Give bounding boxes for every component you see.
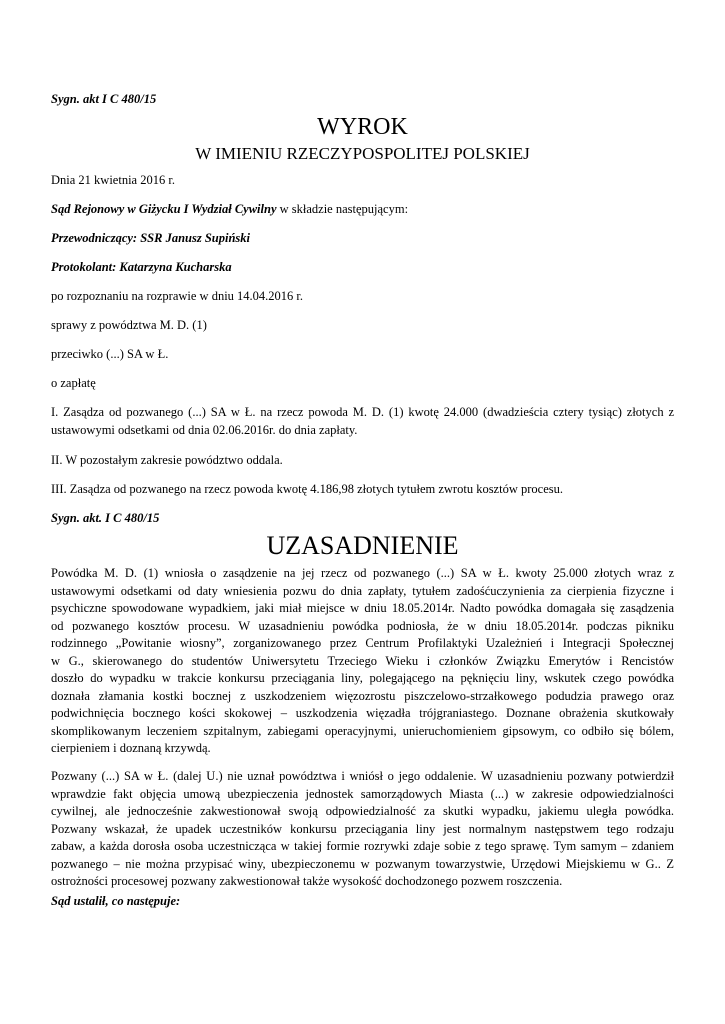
hearing-line: po rozpoznaniu na rozprawie w dniu 14.04.2016 r. [51, 289, 304, 303]
paragraph-line: psychiczne spowodowane wypadkiem, jaki miał miejsce w dniu 18.05.2014r. Nadto powódka domagała się zasądzenia [51, 601, 674, 615]
chair-line: Przewodniczący: SSR Janusz Supiński [51, 231, 251, 245]
justification-paragraph-2 [51, 768, 674, 891]
paragraph-line: zabaw, a każda dorosła osoba uczestnicząca w takiej formie rozrywki zdaje sobie z tego sprawę. Tym samym – zdaniem [51, 839, 674, 853]
paragraph-line: skomplikowanym leczeniem szpitalnym, zabiegami operacyjnymi, unieruchomieniem gipsowym, co odbiło się bólem, [51, 723, 674, 738]
court-name: Sąd Rejonowy w Giżycku I Wydział Cywilny [51, 202, 277, 216]
against-line: przeciwko (...) SA w Ł. [51, 347, 169, 361]
case-signature: Sygn. akt I C 480/15 [51, 92, 157, 106]
court-line [51, 202, 408, 217]
paragraph-line: rodzinnego „Powitanie wiosny”, zorganizowanego przez Centrum Profilaktyki Uzależnień i Integracji Społecznej [51, 636, 674, 650]
ruling-3: III. Zasądza od pozwanego na rzecz powoda kwotę 4.186,98 złotych tytułem zwrotu kosztów procesu. [51, 482, 563, 496]
paragraph-line: cierpieniem i doznaną krzywdą. [51, 741, 211, 755]
date-line: Dnia 21 kwietnia 2016 r. [51, 173, 175, 187]
justification-paragraph-1 [51, 565, 674, 758]
verdict-title: WYROK [317, 114, 408, 140]
paragraph-line: Powódka M. D. (1) wniosła o zasądzenie na jej rzecz od pozwanego (...) SA w Ł. kwoty 25.000 złotych wraz z [51, 566, 674, 580]
justification-title: UZASADNIENIE [266, 531, 459, 560]
findings-heading: Sąd ustalił, co następuje: [51, 894, 181, 908]
paragraph-line: ustawowymi odsetkami od daty wniesienia pozwu do dnia zapłaty, tytułem zadośćuczynienia za cierpienia fizyczne i [51, 583, 674, 598]
paragraph-line: Pozwany wskazał, że upadek uczestników konkursu przeciągania liny jest normalnym następstwem tego rodzaju [51, 821, 674, 836]
ruling-1 [51, 404, 674, 439]
verdict-subtitle: W IMIENIU RZECZYPOSPOLITEJ POLSKIEJ [195, 144, 530, 163]
subject-line: o zapłatę [51, 376, 96, 390]
paragraph-line: Pozwany (...) SA w Ł. (dalej U.) nie uznał powództwa i wniósł o jego oddalenie. W uzasadnieniu pozwany potwierdził [51, 769, 674, 783]
paragraph-line: wprawdzie fakt objęcia umową ubezpieczenia jednostek samorządowych Miasta (...) w zakresie odpowiedzialności [51, 786, 674, 801]
paragraph-line: od pozwanego kosztów procesu. W uzasadnieniu powódka podniosła, że w dniu 18.05.2014r. podczas pikniku [51, 618, 674, 633]
justification-signature: Sygn. akt. I C 480/15 [51, 511, 160, 525]
ruling-2: II. W pozostałym zakresie powództwo oddala. [51, 453, 283, 467]
ruling-1-line: I. Zasądza od pozwanego (...) SA w Ł. na rzecz powoda M. D. (1) kwotę 24.000 (dwadzieścia cztery tysiąc) złotych z [51, 405, 674, 419]
paragraph-line: doszło do wypadku w trakcie konkursu przeciągania liny, polegającego na pęknięciu liny, wskutek czego powódka [51, 671, 674, 685]
paragraph-line: pozwanego – nie można przypisać winy, ubezpieczonemu w pozwanym towarzystwie, Urzędowi Miejskiemu w G.. Z [51, 856, 674, 871]
paragraph-line: ostrożności procesowej pozwany zakwestionował także wysokość dochodzonego pozwem roszczenia. [51, 874, 563, 888]
case-of-line: sprawy z powództwa M. D. (1) [51, 318, 207, 332]
ruling-1-line: ustawowymi odsetkami od dnia 02.06.2016r. do dnia zapłaty. [51, 422, 358, 437]
court-suffix: w składzie następującym: [276, 202, 409, 216]
clerk-line: Protokolant: Katarzyna Kucharska [51, 260, 232, 274]
paragraph-line: w G., skierowanego do studentów Uniwersytetu Trzeciego Wieku i członków Związku Emerytów i Rencistów [51, 653, 674, 668]
paragraph-line: doznała złamania kostki bocznej z uszkodzeniem więzozrostu piszczelowo-strzałkowego podudzia prawego oraz [51, 688, 674, 703]
paragraph-line: cywilnej, ale jednocześnie zakwestionował swoją odpowiedzialność za skutki wypadku, jakiemu uległa powódka. [51, 804, 674, 818]
paragraph-line: podwichnięcia bocznego kości skokowej – uszkodzenia więzadła trójgraniastego. Doznane obrażenia skutkowały [51, 706, 674, 720]
